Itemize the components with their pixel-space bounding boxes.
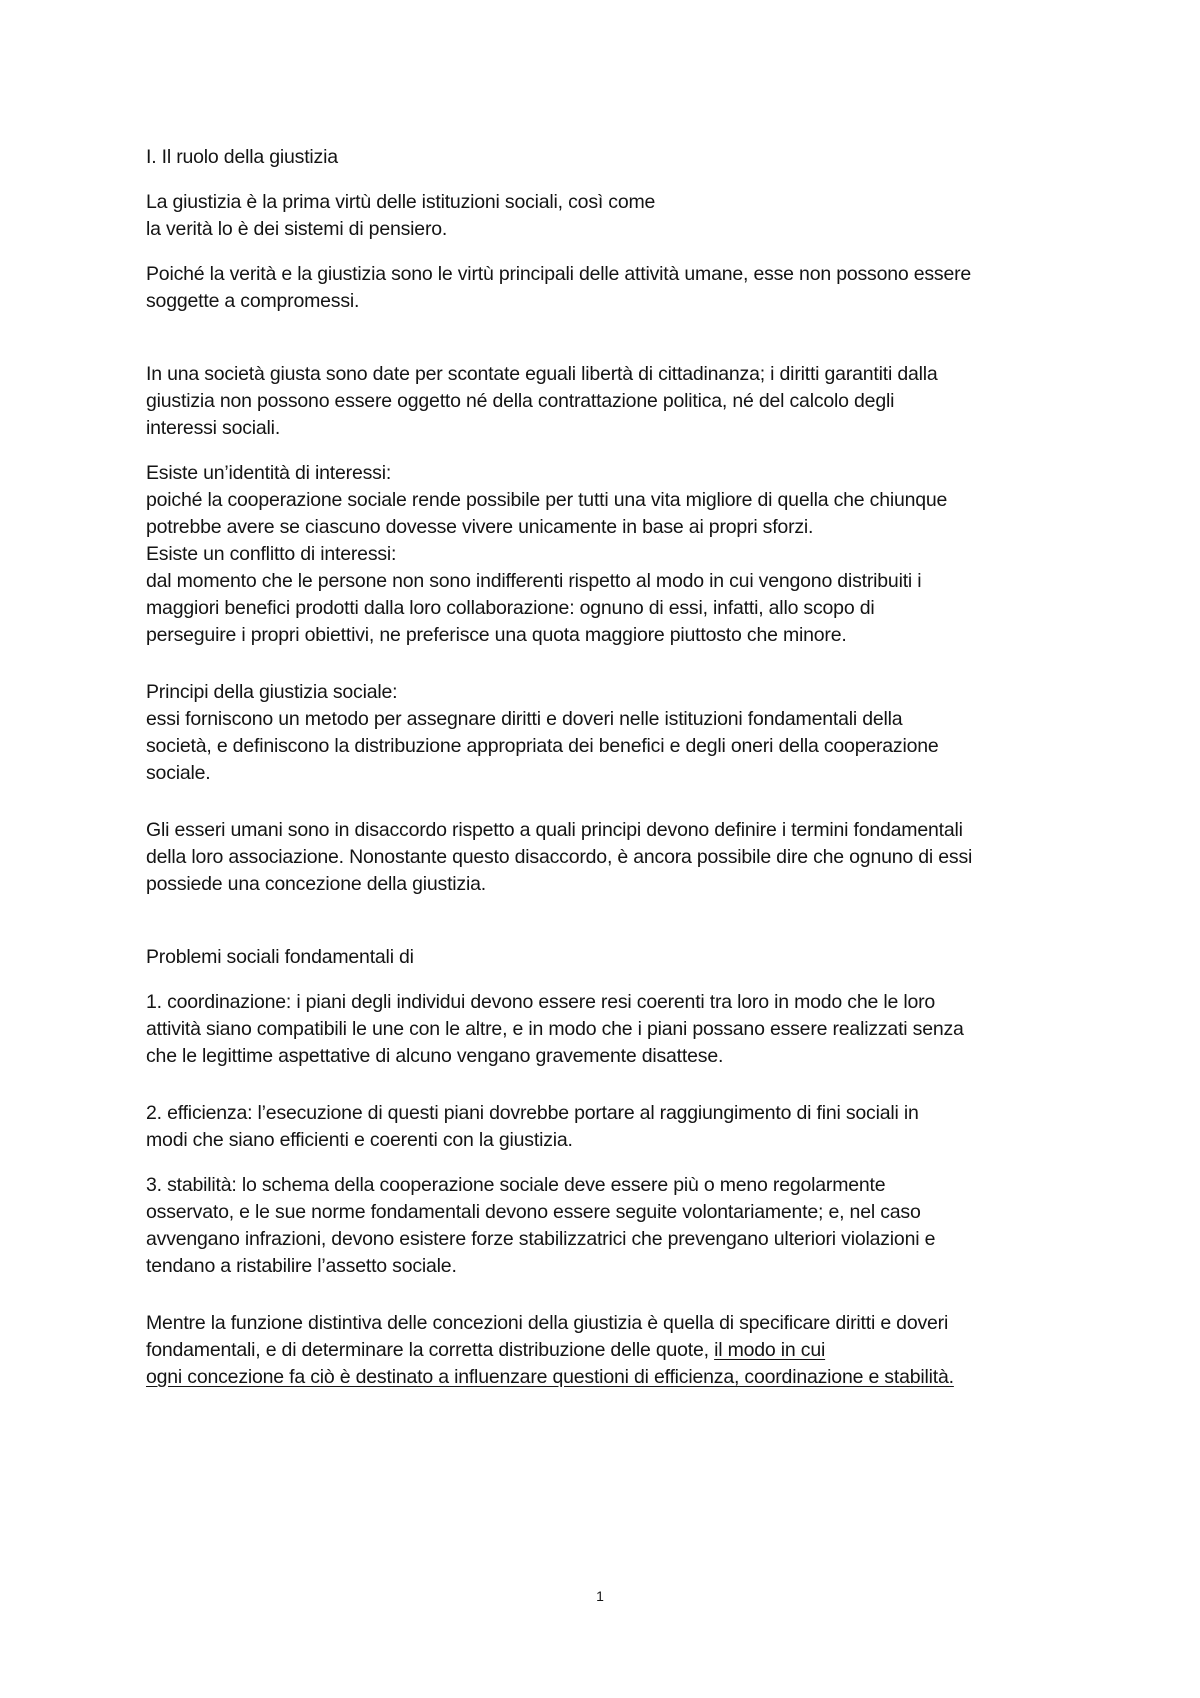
paragraph-interests	[146, 460, 1066, 649]
text-line: dal momento che le persone non sono indifferenti rispetto al modo in cui vengono distribuiti i	[146, 570, 922, 592]
paragraph-justice-first-virtue	[146, 189, 1066, 243]
underlined-text: ogni concezione fa ciò è destinato a influenzare questioni di efficienza, coordinazione e stabilità.	[146, 1366, 954, 1388]
text-line: La giustizia è la prima virtù delle istituzioni sociali, così come	[146, 191, 656, 213]
text-line: 2. efficienza: l’esecuzione di questi piani dovrebbe portare al raggiungimento di fini sociali in	[146, 1102, 919, 1124]
text-line	[146, 1364, 1066, 1391]
paragraph-stability	[146, 1172, 1066, 1280]
plain-text: fondamentali, e di determinare la corretta distribuzione delle quote,	[146, 1339, 715, 1361]
text-line: attività siano compatibili le une con le altre, e in modo che i piani possano essere realizzati senza	[146, 1018, 964, 1040]
text-line: Gli esseri umani sono in disaccordo rispetto a quali principi devono definire i termini fondamentali	[146, 819, 963, 841]
text-line: tendano a ristabilire l’assetto sociale.	[146, 1255, 457, 1277]
text-line: sociale.	[146, 762, 211, 784]
section-heading: I. Il ruolo della giustizia	[146, 146, 338, 168]
text-line: Esiste un’identità di interessi:	[146, 462, 392, 484]
text-line: interessi sociali.	[146, 417, 281, 439]
underlined-text: il modo in cui	[714, 1339, 826, 1361]
paragraph-efficiency	[146, 1100, 1066, 1154]
text-line: 1. coordinazione: i piani degli individui devono essere resi coerenti tra loro in modo che le loro	[146, 991, 936, 1013]
text-line: Mentre la funzione distintiva delle concezioni della giustizia è quella di specificare diritti e doveri	[146, 1312, 949, 1334]
paragraph-coordination	[146, 989, 1066, 1070]
text-line: poiché la cooperazione sociale rende possibile per tutti una vita migliore di quella che chiunque	[146, 489, 948, 511]
text-line: possiede una concezione della giustizia.	[146, 873, 486, 895]
text-line: osservato, e le sue norme fondamentali devono essere seguite volontariamente; e, nel caso	[146, 1201, 921, 1223]
problems-heading: Problemi sociali fondamentali di	[146, 946, 414, 968]
text-line: giustizia non possono essere oggetto né della contrattazione politica, né del calcolo degli	[146, 390, 895, 412]
text-line: potrebbe avere se ciascuno dovesse vivere unicamente in base ai propri sforzi.	[146, 516, 814, 538]
text-line: modi che siano efficienti e coerenti con la giustizia.	[146, 1129, 573, 1151]
page-number: 1	[596, 1588, 604, 1604]
text-line: Principi della giustizia sociale:	[146, 681, 398, 703]
text-line: della loro associazione. Nonostante questo disaccordo, è ancora possibile dire che ognuno di essi	[146, 846, 973, 868]
text-line: essi forniscono un metodo per assegnare diritti e doveri nelle istituzioni fondamentali della	[146, 708, 903, 730]
paragraph-disagreement	[146, 817, 1066, 898]
paragraph-social-justice-principles	[146, 679, 1066, 787]
text-line: In una società giusta sono date per scontate eguali libertà di cittadinanza; i diritti garantiti dalla	[146, 363, 938, 385]
text-line: avvengano infrazioni, devono esistere forze stabilizzatrici che prevengano ulteriori violazioni e	[146, 1228, 936, 1250]
text-line: la verità lo è dei sistemi di pensiero.	[146, 218, 448, 240]
text-line: Poiché la verità e la giustizia sono le virtù principali delle attività umane, esse non possono essere	[146, 263, 972, 285]
paragraph-conclusion	[146, 1310, 1066, 1391]
paragraph-just-society	[146, 361, 1066, 442]
text-line: perseguire i propri obiettivi, ne preferisce una quota maggiore piuttosto che minore.	[146, 624, 847, 646]
text-line: soggette a compromessi.	[146, 290, 360, 312]
text-line: 3. stabilità: lo schema della cooperazione sociale deve essere più o meno regolarmente	[146, 1174, 886, 1196]
text-line: società, e definiscono la distribuzione appropriata dei benefici e degli oneri della cooperazione	[146, 735, 939, 757]
text-line: Esiste un conflitto di interessi:	[146, 543, 397, 565]
text-line: maggiori benefici prodotti dalla loro collaborazione: ognuno di essi, infatti, allo scopo di	[146, 597, 875, 619]
paragraph-no-compromise	[146, 261, 1066, 315]
text-line: che le legittime aspettative di alcuno vengano gravemente disattese.	[146, 1045, 724, 1067]
document-body	[146, 144, 1066, 1391]
text-line	[146, 1337, 1066, 1364]
